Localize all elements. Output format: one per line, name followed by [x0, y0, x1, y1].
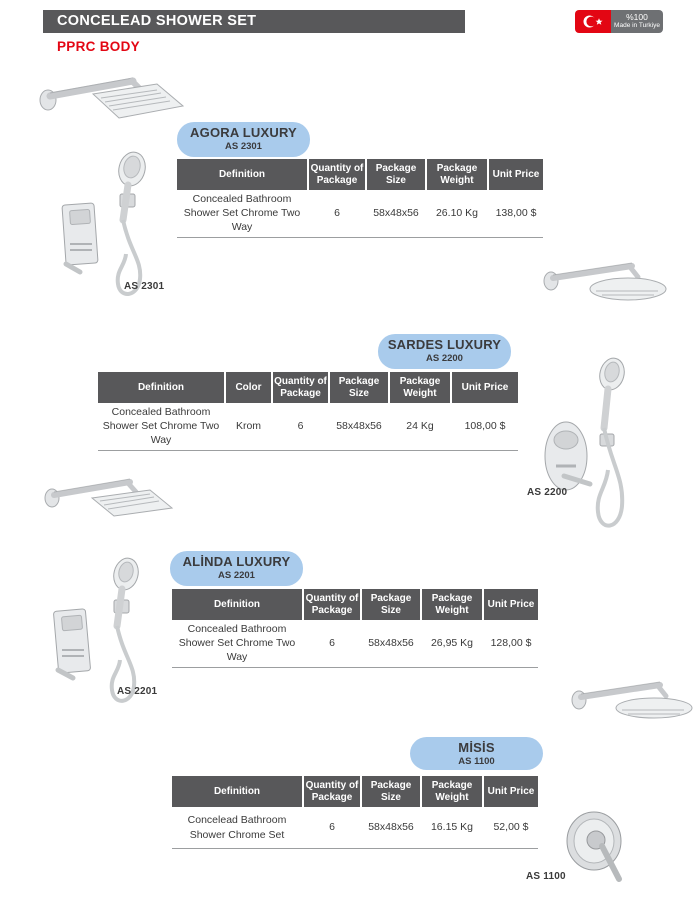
agora-table-header: [177, 159, 543, 190]
column-header: Package Size: [330, 372, 388, 403]
misis-table-header: [172, 776, 538, 807]
cell-package-size: 58x48x56: [368, 637, 414, 650]
alinda-rain-shower-image: [40, 468, 175, 526]
cell-package-size: 58x48x56: [373, 207, 419, 220]
sardes-table: [98, 372, 518, 451]
agora-table: [177, 159, 543, 238]
table-row: [172, 807, 538, 849]
table-row: [172, 620, 538, 668]
cell-package-weight: 24 Kg: [406, 420, 434, 433]
agora-title-pill: [177, 122, 310, 157]
column-header: Quantity of Package: [309, 159, 365, 190]
misis-image-label: AS 1100: [526, 871, 566, 882]
cell-unit-price: 52,00 $: [493, 821, 529, 834]
alinda-image-label: AS 2201: [117, 686, 158, 697]
cell-definition: Concelead Bathroom Shower Chrome Set: [187, 814, 287, 841]
alinda-name: ALİNDA LUXURY: [182, 554, 291, 569]
agora-image-label: AS 2301: [124, 281, 165, 292]
misis-title-pill: [410, 737, 543, 770]
column-header: Package Weight: [422, 776, 482, 807]
misis-rain-shower-image: [568, 672, 698, 730]
cell-package-weight: 26,95 Kg: [430, 637, 474, 650]
cell-package-size: 58x48x56: [368, 821, 414, 834]
cell-unit-price: 128,00 $: [490, 637, 532, 650]
sardes-hand-shower-image: [538, 348, 668, 543]
cell-definition: Concealed Bathroom Shower Set Chrome Two Way: [102, 406, 220, 447]
badge-origin: Made in Turkiye: [614, 22, 660, 30]
cell-package-weight: 26.10 Kg: [435, 207, 479, 220]
misis-table: [172, 776, 538, 849]
table-row: [177, 190, 543, 238]
cell-quantity: 6: [329, 821, 335, 834]
column-header: Package Size: [362, 589, 420, 620]
badge-percent: %100: [626, 11, 648, 22]
alinda-table: [172, 589, 538, 668]
column-header: Definition: [98, 372, 224, 403]
cell-definition: Concealed Bathroom Shower Set Chrome Two Way: [178, 623, 296, 664]
misis-valve-image: [562, 808, 637, 888]
alinda-table-header: [172, 589, 538, 620]
agora-code: AS 2301: [225, 140, 262, 152]
cell-unit-price: 138,00 $: [495, 207, 537, 220]
column-header: Unit Price: [484, 589, 538, 620]
page-title-bar: [43, 10, 465, 33]
cell-quantity: 6: [297, 420, 304, 433]
badge-text: [611, 10, 663, 33]
alinda-title-pill: [170, 551, 303, 586]
sardes-table-header: [98, 372, 518, 403]
cell-quantity: 6: [334, 207, 340, 220]
page-title: CONCELEAD SHOWER SET: [57, 13, 257, 29]
agora-name: AGORA LUXURY: [190, 125, 297, 140]
sardes-rain-shower-image: [540, 253, 670, 313]
sardes-image-label: AS 2200: [527, 487, 568, 498]
column-header: Definition: [172, 589, 302, 620]
column-header: Unit Price: [489, 159, 543, 190]
page-subtitle: PPRC BODY: [57, 39, 140, 54]
misis-code: AS 1100: [458, 755, 495, 767]
table-row: [98, 403, 518, 451]
cell-unit-price: 108,00 $: [464, 420, 506, 433]
column-header: Package Weight: [390, 372, 450, 403]
column-header: Package Weight: [422, 589, 482, 620]
turkey-flag-icon: [575, 10, 611, 33]
cell-quantity: 6: [329, 637, 335, 650]
made-in-turkiye-badge: [575, 10, 663, 33]
alinda-hand-shower-image: [42, 548, 187, 710]
column-header: Package Size: [362, 776, 420, 807]
cell-package-size: 58x48x56: [336, 420, 382, 433]
column-header: Quantity of Package: [304, 776, 360, 807]
column-header: Package Size: [367, 159, 425, 190]
cell-color: Krom: [235, 420, 262, 433]
column-header: Package Weight: [427, 159, 487, 190]
misis-name: MİSİS: [458, 740, 495, 755]
sardes-name: SARDES LUXURY: [387, 337, 502, 352]
column-header: Unit Price: [452, 372, 518, 403]
column-header: Definition: [172, 776, 302, 807]
agora-rain-shower-image: [35, 60, 185, 132]
agora-hand-shower-image: [48, 148, 193, 303]
alinda-code: AS 2201: [218, 569, 255, 581]
column-header: Quantity of Package: [273, 372, 328, 403]
sardes-code: AS 2200: [426, 352, 463, 364]
column-header: Unit Price: [484, 776, 538, 807]
column-header: Definition: [177, 159, 307, 190]
column-header: Color: [226, 372, 271, 403]
column-header: Quantity of Package: [304, 589, 360, 620]
cell-package-weight: 16.15 Kg: [430, 821, 474, 834]
sardes-title-pill: [378, 334, 511, 369]
cell-definition: Concealed Bathroom Shower Set Chrome Two Way: [183, 193, 301, 234]
